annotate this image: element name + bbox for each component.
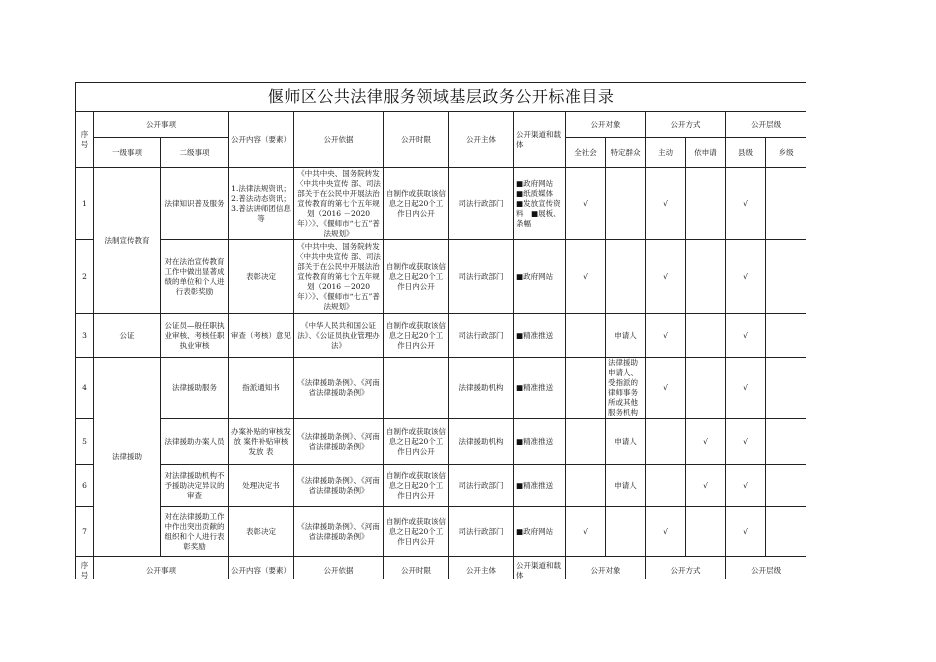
row-level-county: √	[726, 168, 766, 240]
row-time	[384, 358, 449, 419]
row-subject: 司法行政部门	[449, 240, 514, 314]
header-content: 公开内容（要素）	[229, 112, 294, 168]
row-method-active: √	[646, 168, 686, 240]
table-row	[76, 168, 807, 240]
row-basis: 《法律援助条例》、《河南省法律援助条例》	[294, 419, 384, 465]
row-method-active: √	[646, 507, 686, 557]
repeat-header-basis: 公开依据	[294, 557, 384, 580]
header-level: 公开层级	[726, 112, 807, 138]
table-row	[76, 240, 807, 314]
row-target-specific: 申请人	[606, 465, 646, 507]
header-level1: 一级事项	[94, 138, 161, 168]
row-target-all	[566, 314, 606, 358]
row-level-county: √	[726, 465, 766, 507]
row-level-town	[766, 240, 807, 314]
header-level-county: 县级	[726, 138, 766, 168]
header-item: 公开事项	[94, 112, 229, 138]
row-method-apply: √	[686, 419, 726, 465]
row-number: 1	[76, 168, 94, 240]
row-time: 自制作或获取该信息之日起20个工作日内公开	[384, 507, 449, 557]
catalog-sheet	[75, 82, 806, 579]
row-method-apply: √	[686, 465, 726, 507]
row-method-apply	[686, 240, 726, 314]
repeat-header-channel: 公开渠道和载体	[514, 557, 566, 580]
repeat-header-time: 公开时限	[384, 557, 449, 580]
row-basis: 《中共中央、国务院转发〈中共中央宣传 部、司法部关于在公民中开展法治 宣传教育的第七个五年规划（2016 －2020年）〉》、《偃师市“七五”普 法规划》	[294, 240, 384, 314]
row-level2: 法律援助服务	[161, 358, 229, 419]
header-method-active: 主动	[646, 138, 686, 168]
row-target-specific: 申请人	[606, 314, 646, 358]
row-level2: 对法律援助机构不 予援助决定异议的 审查	[161, 465, 229, 507]
row-channel: ■政府网站	[514, 507, 566, 557]
repeat-header-content: 公开内容（要素）	[229, 557, 294, 580]
row-target-all: √	[566, 507, 606, 557]
row-number: 6	[76, 465, 94, 507]
row-target-specific: 申请人	[606, 419, 646, 465]
row-content: 办案补贴的审核发 放 案件补贴审核发放 表	[229, 419, 294, 465]
row-target-specific	[606, 240, 646, 314]
row-method-active	[646, 419, 686, 465]
row-method-active: √	[646, 358, 686, 419]
row-target-all	[566, 465, 606, 507]
row-subject: 司法行政部门	[449, 507, 514, 557]
row-channel: ■精准推送	[514, 358, 566, 419]
row-channel: ■政府网站 ■纸质媒体 ■发放宣传资料 ■展板、条幅	[514, 168, 566, 240]
row-level-town	[766, 507, 807, 557]
row-channel: ■精准推送	[514, 314, 566, 358]
row-level-county: √	[726, 240, 766, 314]
row-method-apply	[686, 168, 726, 240]
header-level2: 二级事项	[161, 138, 229, 168]
row-method-apply	[686, 314, 726, 358]
row-content: 表彰决定	[229, 507, 294, 557]
page-title: 偃师区公共法律服务领域基层政务公开标准目录	[76, 83, 807, 112]
header-level-town: 乡级	[766, 138, 807, 168]
row-basis: 《法律援助条例》、《河南省法律援助条例》	[294, 465, 384, 507]
row-target-specific	[606, 507, 646, 557]
row-content: 指派通知书	[229, 358, 294, 419]
row-level-town	[766, 465, 807, 507]
repeat-header-level: 公开层级	[726, 557, 807, 580]
row-time: 自制作或获取该信息之日起20个工作日内公开	[384, 168, 449, 240]
row-method-active: √	[646, 314, 686, 358]
row-level2: 对在法治宣传教育 工作中做出显著成 绩的单位和个人进 行表彰奖励	[161, 240, 229, 314]
row-level-county: √	[726, 314, 766, 358]
row-target-all: √	[566, 168, 606, 240]
table-row	[76, 419, 807, 465]
row-method-apply	[686, 358, 726, 419]
header-target: 公开对象	[566, 112, 646, 138]
header-method-apply: 依申请	[686, 138, 726, 168]
row-basis: 《法律援助条例》、《河南省法律援助条例》	[294, 358, 384, 419]
row-subject: 司法行政部门	[449, 168, 514, 240]
catalog-table	[75, 82, 806, 579]
header-seq: 序号	[76, 112, 94, 168]
table-row	[76, 358, 807, 419]
table-row	[76, 507, 807, 557]
repeat-header-row	[76, 557, 807, 580]
row-level-town	[766, 358, 807, 419]
repeat-header-method: 公开方式	[646, 557, 726, 580]
row-number: 3	[76, 314, 94, 358]
row-level2: 法律知识普及服务	[161, 168, 229, 240]
row-target-specific	[606, 168, 646, 240]
row-subject: 司法行政部门	[449, 314, 514, 358]
row-time: 自制作或获取该信息之日起20个工作日内公开	[384, 240, 449, 314]
row-content: 表彰决定	[229, 240, 294, 314]
row-basis: 《中华人民共和国公证法》、《公证员执业管理办法》	[294, 314, 384, 358]
row-number: 2	[76, 240, 94, 314]
row-basis: 《法律援助条例》、《河南省法律援助条例》	[294, 507, 384, 557]
group-label: 法制宣传教育	[94, 168, 161, 314]
repeat-header-item: 公开事项	[94, 557, 229, 580]
table-row	[76, 465, 807, 507]
row-content: 审查（考核）意见	[229, 314, 294, 358]
row-subject: 司法行政部门	[449, 465, 514, 507]
row-level2: 公证员—般任职执 业审核、考核任职执业审核	[161, 314, 229, 358]
row-target-all	[566, 419, 606, 465]
row-level-county: √	[726, 358, 766, 419]
row-channel: ■政府网站	[514, 240, 566, 314]
row-target-all: √	[566, 240, 606, 314]
row-level-town	[766, 419, 807, 465]
row-method-apply	[686, 507, 726, 557]
row-channel: ■精准推送	[514, 465, 566, 507]
header-target-specific: 特定群众	[606, 138, 646, 168]
row-content: 处理决定书	[229, 465, 294, 507]
header-target-all: 全社会	[566, 138, 606, 168]
repeat-header-target: 公开对象	[566, 557, 646, 580]
repeat-header-seq: 序号	[76, 557, 94, 580]
header-channel: 公开渠道和载体	[514, 112, 566, 168]
row-number: 4	[76, 358, 94, 419]
row-method-active	[646, 465, 686, 507]
row-time: 自制作或获取该信息之日起20个工作日内公开	[384, 419, 449, 465]
row-subject: 法律援助机构	[449, 358, 514, 419]
header-subject: 公开主体	[449, 112, 514, 168]
row-time: 自制作或获取该信息之日起20个工作日内公开	[384, 314, 449, 358]
row-level2: 法律援助办案人员	[161, 419, 229, 465]
group-label: 公证	[94, 314, 161, 358]
table-row	[76, 314, 807, 358]
row-content: 1.法律法规资讯；2.普法动态资讯；3.普法讲师团信息 等	[229, 168, 294, 240]
row-level-town	[766, 168, 807, 240]
row-subject: 法律援助机构	[449, 419, 514, 465]
header-method: 公开方式	[646, 112, 726, 138]
row-method-active: √	[646, 240, 686, 314]
row-level-town	[766, 314, 807, 358]
row-level-county: √	[726, 419, 766, 465]
row-basis: 《中共中央、国务院转发〈中共中央宣传 部、司法部关于在公民中开展法治 宣传教育的第七个五年规划（2016 －2020年）〉》、《偃师市“七五”普 法规划》	[294, 168, 384, 240]
row-target-specific: 法律援助申请人、受指派的律师事务所或其他服务机构	[606, 358, 646, 419]
repeat-header-subject: 公开主体	[449, 557, 514, 580]
group-label: 法律援助	[94, 358, 161, 557]
header-time: 公开时限	[384, 112, 449, 168]
row-number: 5	[76, 419, 94, 465]
row-target-all	[566, 358, 606, 419]
header-basis: 公开依据	[294, 112, 384, 168]
row-number: 7	[76, 507, 94, 557]
row-level2: 对在法律援助工作 中作出突出贡献的 组织和个人进行表 彰奖励	[161, 507, 229, 557]
row-time: 自制作或获取该信息之日起20个工作日内公开	[384, 465, 449, 507]
row-level-county: √	[726, 507, 766, 557]
row-channel: ■精准推送	[514, 419, 566, 465]
